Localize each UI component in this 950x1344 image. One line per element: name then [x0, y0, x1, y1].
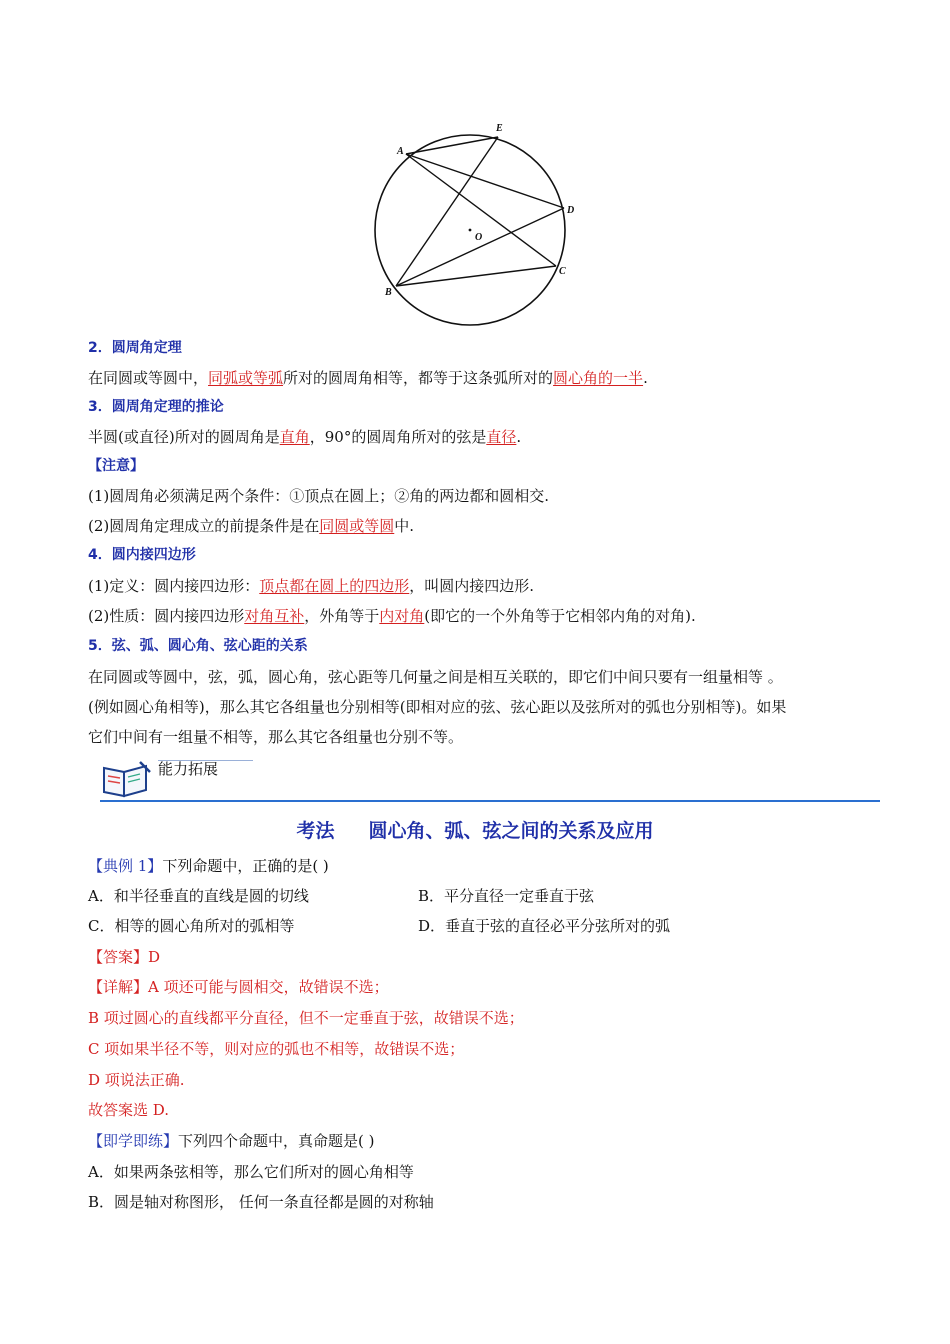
- detail-line-4: D 项说法正确.: [88, 1071, 185, 1089]
- center-dot: [469, 229, 472, 232]
- example1-option-b: B．平分直径一定垂直于弦: [418, 887, 595, 905]
- answer-tag: 【答案】: [88, 948, 149, 966]
- sec2-text: 在同圆或等圆中，: [88, 369, 209, 387]
- segment-bd: [396, 208, 564, 286]
- detail-text-1: A 项还可能与圆相交，故错误不选；: [148, 978, 389, 996]
- label-c: C: [559, 266, 566, 277]
- sec4-key-interior-opposite: 内对角: [379, 607, 425, 625]
- detail-line-1: [88, 977, 389, 997]
- sec4-heading: 4．圆内接四边形: [88, 547, 196, 563]
- sec4-def-text: (1)定义：圆内接四边形：: [88, 577, 260, 595]
- note-heading: 【注意】: [88, 458, 144, 474]
- sec5-line-1: 在同圆或等圆中，弦，弧，圆心角，弦心距等几何量之间是相互关联的，即它们中间只要有一组量相等 。: [88, 668, 783, 686]
- sec3-key-right-angle: 直角: [279, 428, 310, 446]
- detail-line-3: C 项如果半径不等，则对应的弧也不相等，故错误不选；: [88, 1040, 465, 1058]
- sec5-heading: 5．弦、弧、圆心角、弦心距的关系: [88, 638, 308, 654]
- sec3-key-diameter: 直径: [486, 428, 517, 446]
- sec4-definition: [88, 576, 534, 596]
- note-item-2: [88, 516, 414, 536]
- sec4-key-supplementary: 对角互补: [244, 607, 305, 625]
- label-e: E: [496, 123, 503, 134]
- sec2-text-end: .: [643, 369, 648, 387]
- practice-option-a: A．如果两条弦相等，那么它们所对的圆心角相等: [88, 1163, 414, 1181]
- note-item-2-text: (2)圆周角定理成立的前提条件是在: [88, 517, 320, 535]
- method-title: [0, 816, 950, 843]
- banner-rule: [100, 800, 880, 802]
- detail-line-5: 故答案选 D.: [88, 1101, 170, 1119]
- answer-line: [88, 947, 160, 967]
- note-key-same-circle: 同圆或等圆: [319, 517, 395, 535]
- sec2-key-arc: 同弧或等弧: [208, 369, 284, 387]
- segment-ac: [406, 154, 556, 266]
- sec4-property: [88, 606, 696, 626]
- sec4-prop-text: (2)性质：圆内接四边形: [88, 607, 245, 625]
- sec3-text: 半圆(或直径)所对的圆周角是: [88, 428, 280, 446]
- label-a: A: [397, 146, 404, 157]
- circle-diagram: [360, 118, 590, 328]
- book-icon: [100, 760, 152, 800]
- sec2-key-half: 圆心角的一半: [553, 369, 644, 387]
- example1-question-text: 下列命题中，正确的是( ): [162, 857, 329, 875]
- sec4-def-end: ，叫圆内接四边形.: [409, 577, 535, 595]
- example1-tag: 【典例 1】: [88, 857, 163, 875]
- note-item-1: (1)圆周角必须满足两个条件：①顶点在圆上；②角的两边都和圆相交.: [88, 487, 550, 505]
- practice-option-b: B．圆是轴对称图形， 任何一条直径都是圆的对称轴: [88, 1193, 434, 1211]
- label-b: B: [385, 287, 392, 298]
- practice-question-text: 下列四个命题中，真命题是( ): [178, 1132, 375, 1150]
- segment-bc: [396, 266, 556, 286]
- label-o: O: [475, 232, 483, 243]
- detail-tag: 【详解】: [88, 978, 149, 996]
- example1-option-d: D．垂直于弦的直径必平分弦所对的弧: [418, 917, 671, 935]
- label-d: D: [567, 205, 575, 216]
- example1-option-a: A．和半径垂直的直线是圆的切线: [88, 887, 309, 905]
- segment-ae: [406, 137, 498, 154]
- ability-banner: [100, 756, 880, 804]
- segment-ad: [406, 154, 564, 208]
- method-title-left: 考法: [296, 820, 335, 842]
- sec5-line-2: (例如圆心角相等)，那么其它各组量也分别相等(即相对应的弦、弦心距以及弦所对的弧也分别相等)。如果: [88, 698, 787, 716]
- practice-question: [88, 1131, 375, 1151]
- example1-question: [88, 856, 329, 876]
- method-title-right: 圆心角、弧、弦之间的关系及应用: [368, 820, 654, 842]
- sec5-line-3: 它们中间有一组量不相等，那么其它各组量也分别不等。: [88, 728, 464, 746]
- practice-tag: 【即学即练】: [88, 1132, 179, 1150]
- sec3-paragraph: [88, 427, 521, 447]
- banner-label: 能力拓展: [158, 760, 219, 778]
- note-item-2-end: 中.: [394, 517, 415, 535]
- sec2-text-mid: 所对的圆周角相等，都等于这条弧所对的: [283, 369, 554, 387]
- sec4-prop-end: (即它的一个外角等于它相邻内角的对角).: [424, 607, 696, 625]
- detail-line-2: B 项过圆心的直线都平分直径，但不一定垂直于弦，故错误不选；: [88, 1009, 524, 1027]
- sec3-text-mid: ，90°的圆周角所对的弦是: [309, 428, 487, 446]
- sec2-paragraph: [88, 368, 648, 388]
- sec3-heading: 3．圆周角定理的推论: [88, 399, 224, 415]
- answer-value: D: [148, 948, 161, 966]
- sec3-text-end: .: [516, 428, 522, 446]
- example1-option-c: C．相等的圆心角所对的弧相等: [88, 917, 295, 935]
- circle-figure: [360, 118, 590, 328]
- sec2-heading: 2．圆周角定理: [88, 340, 182, 356]
- sec4-key-vertices: 顶点都在圆上的四边形: [259, 577, 410, 595]
- sec4-prop-mid: ，外角等于: [304, 607, 380, 625]
